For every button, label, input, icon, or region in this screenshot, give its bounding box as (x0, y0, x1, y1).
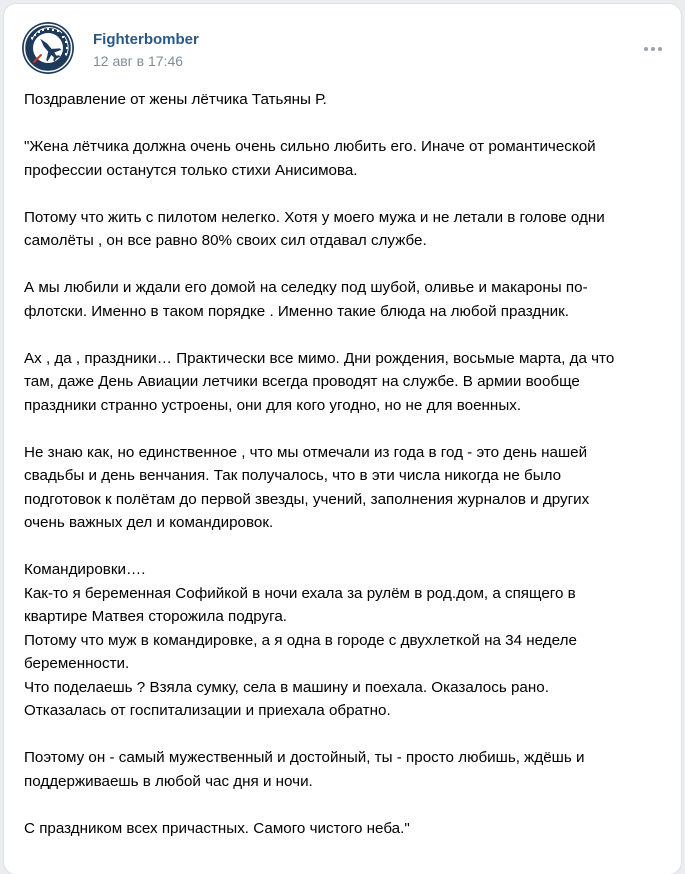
post-card (4, 4, 681, 874)
post-options-button[interactable] (641, 42, 665, 56)
more-horizontal-icon (641, 42, 665, 56)
fighterbomber-logo-icon (22, 22, 74, 74)
post-date[interactable]: 12 авг в 17:46 (93, 53, 184, 69)
post-header (22, 22, 667, 78)
author-name[interactable]: Fighterbomber (93, 31, 199, 48)
avatar[interactable] (22, 22, 74, 74)
post-text: Поздравление от жены лётчика Татьяны Р. "Жена лётчика должна очень очень сильно любить его. Иначе от романтической профессии останутся только стихи Анисимова. Потому что жить с пилотом нелегко. Хотя у моего мужа и не летали в голове одни самолёты , он все равно 80% своих сил отдавал службе. А мы любили и ждали его домой на селедку под шубой, оливье и макароны по- флотски. Именно в таком порядке . Именно такие блюда на любой праздник. Ах , да , праздники… Практически все мимо. Дни рождения, восьмые марта, да что там, даже День Авиации летчики всегда проводят на службе. В армии вообще праздники странно устроены, они для кого угодно, но не для военных. Не знаю как, но единственное , что мы отмечали из года в год - это день нашей свадьбы и день венчания. Так получалось, что в эти числа никогда не было подготовок к полётам до первой звезды, учений, заполнения журналов и других очень важных дел и командировок. Командировки…. Как-то я беременная Софийкой в ночи ехала за рулём в род.дом, а спящего в квартире Матвея сторожила подруга. Потому что муж в командировке, а я одна в городе с двухлеткой на 34 неделе беременности. Что поделаешь ? Взяла сумку, села в машину и поехала. Оказалось рано. Отказалась от госпитализации и приехала обратно. Поэтому он - самый мужественный и достойный, ты - просто любишь, ждёшь и поддерживаешь в любой час дня и ночи. С праздником всех причастных. Самого чистого неба." (24, 91, 615, 837)
